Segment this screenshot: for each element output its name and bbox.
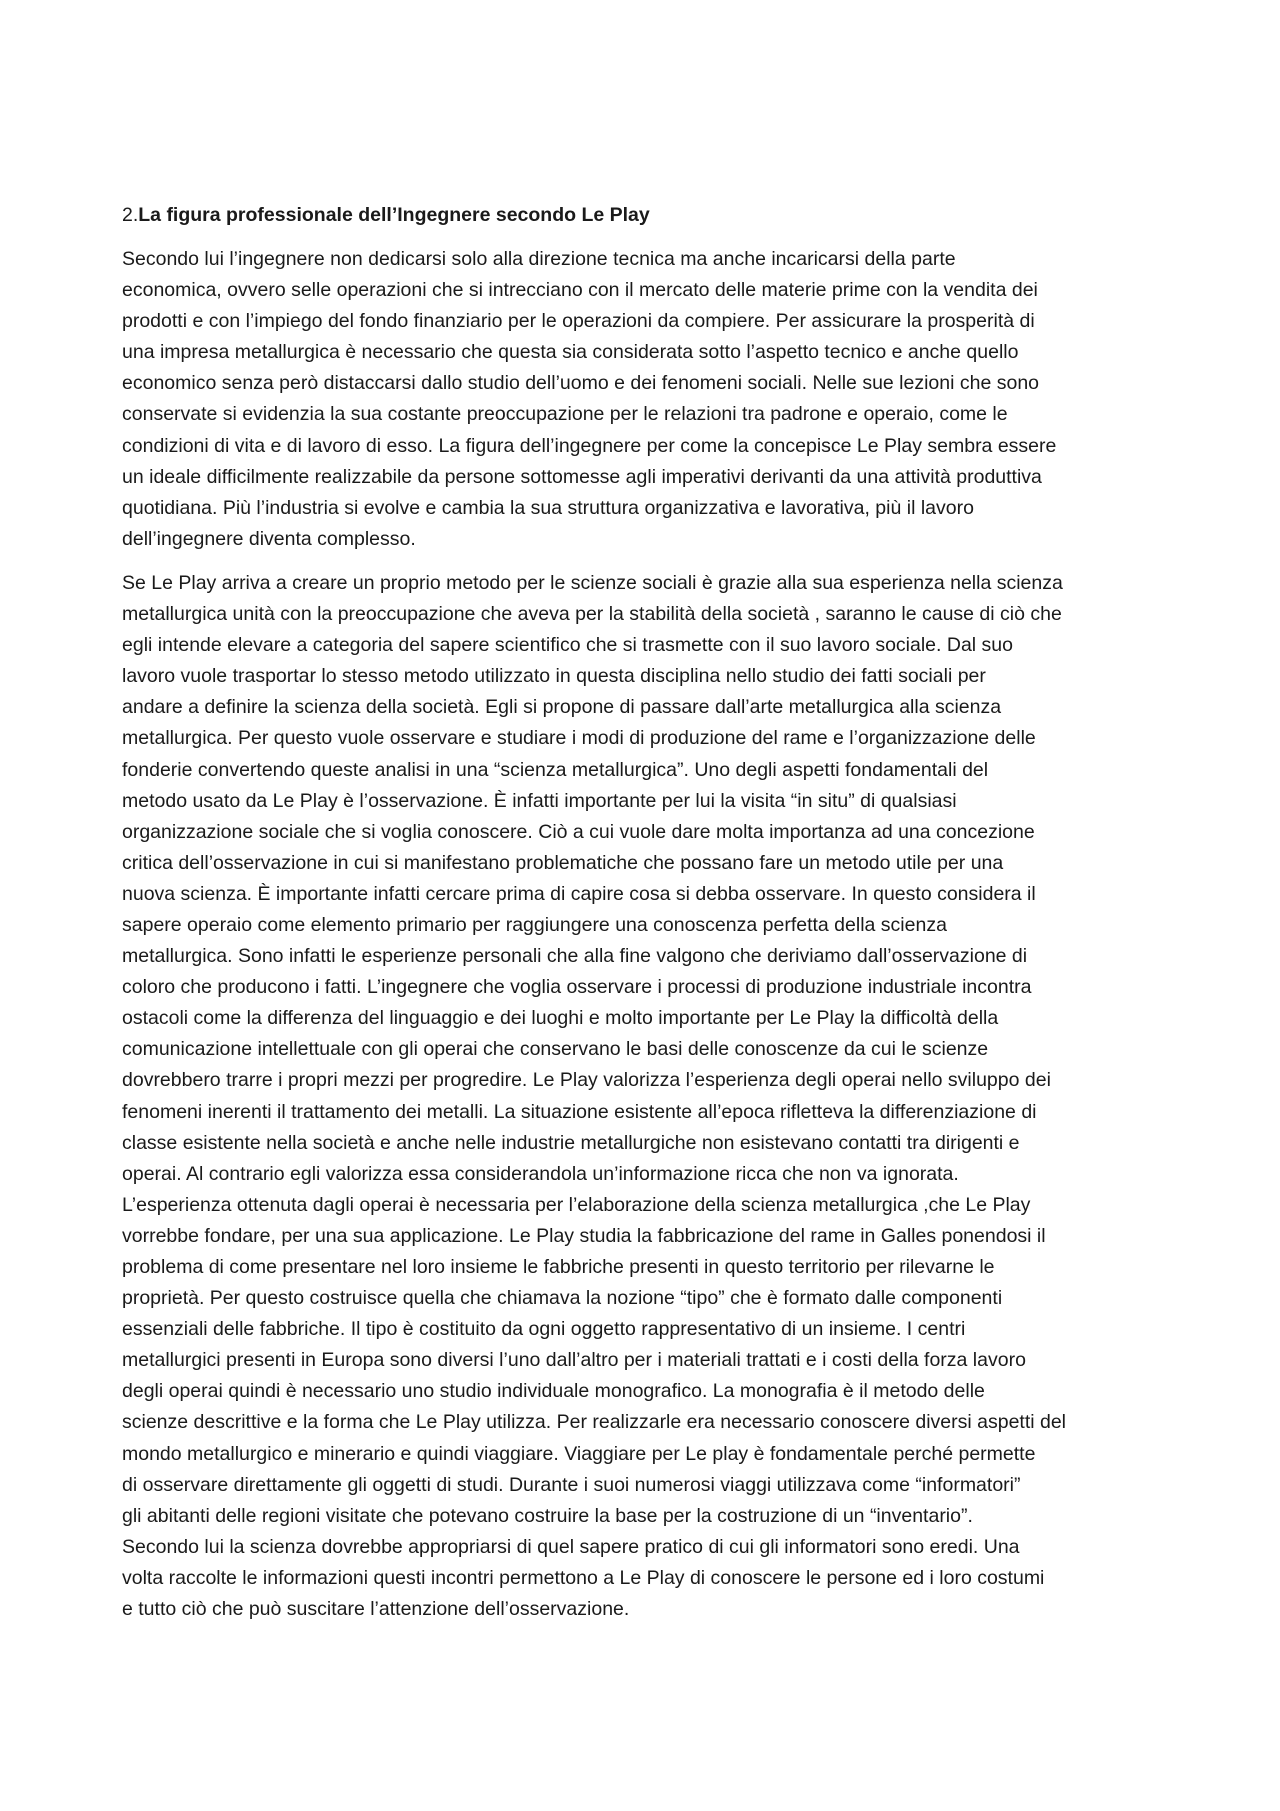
text-line: vorrebbe fondare, per una sua applicazione. Le Play studia la fabbricazione del rame in Galles ponendosi il (122, 1224, 1046, 1247)
text-line: una impresa metallurgica è necessario che questa sia considerata sotto l’aspetto tecnico e anche quello (122, 341, 1019, 364)
section-number: 2. (122, 204, 139, 226)
text-line: Secondo lui la scienza dovrebbe appropriarsi di quel sapere pratico di cui gli informatori sono eredi. Una (122, 1535, 1020, 1558)
text-line: critica dell’osservazione in cui si manifestano problematiche che possano fare un metodo utile per una (122, 851, 1004, 874)
text-line: e tutto ciò che può suscitare l’attenzione dell’osservazione. (122, 1598, 630, 1621)
text-line: fonderie convertendo queste analisi in una “scienza metallurgica”. Uno degli aspetti fondamentali del (122, 758, 989, 781)
text-line: egli intende elevare a categoria del sapere scientifico che si trasmette con il suo lavoro sociale. Dal suo (122, 634, 1013, 657)
text-line: L’esperienza ottenuta dagli operai è necessaria per l’elaborazione della scienza metallurgica ,che Le Play (122, 1193, 1031, 1216)
text-line: ostacoli come la differenza del linguaggio e dei luoghi e molto importante per Le Play la difficoltà della (122, 1007, 999, 1030)
text-line: un ideale difficilmente realizzabile da persone sottomesse agli imperativi derivanti da una attività produttiva (122, 465, 1042, 488)
section-title: La figura professionale dell’Ingegnere secondo Le Play (138, 204, 650, 226)
text-line: andare a definire la scienza della società. Egli si propone di passare dall’arte metallurgica alla scienza (122, 696, 1002, 719)
text-line: organizzazione sociale che si voglia conoscere. Ciò a cui vuole dare molta importanza ad una concezione (122, 820, 1035, 843)
paragraph-engineer-role (122, 244, 1167, 555)
text-line: economica, ovvero selle operazioni che si intrecciano con il mercato delle materie prime con la vendita dei (122, 279, 1038, 302)
document-page (122, 200, 1167, 1638)
text-line: dell’ingegnere diventa complesso. (122, 527, 416, 550)
text-line: conservate si evidenzia la sua costante preoccupazione per le relazioni tra padrone e operaio, come le (122, 403, 1008, 426)
text-line: lavoro vuole trasportar lo stesso metodo utilizzato in questa disciplina nello studio dei fatti sociali per (122, 665, 986, 688)
text-line: classe esistente nella società e anche nelle industrie metallurgiche non esistevano contatti tra dirigenti e (122, 1131, 1020, 1154)
text-line: coloro che producono i fatti. L’ingegnere che voglia osservare i processi di produzione industriale incontra (122, 976, 1032, 999)
text-line: degli operai quindi è necessario uno studio individuale monografico. La monografia è il metodo delle (122, 1380, 985, 1403)
text-line: quotidiana. Più l’industria si evolve e cambia la sua struttura organizzativa e lavorativa, più il lavoro (122, 496, 974, 519)
paragraph-method (122, 568, 1167, 1625)
text-line: scienze descrittive e la forma che Le Play utilizza. Per realizzarle era necessario conoscere diversi aspetti del (122, 1411, 1067, 1434)
section-heading (122, 200, 1167, 231)
text-line: metallurgici presenti in Europa sono diversi l’uno dall’altro per i materiali trattati e i costi della forza lavoro (122, 1349, 1026, 1372)
text-line: condizioni di vita e di lavoro di esso. La figura dell’ingegnere per come la concepisce Le Play sembra essere (122, 434, 1057, 457)
text-line: gli abitanti delle regioni visitate che potevano costruire la base per la costruzione di un “inventario”. (122, 1504, 973, 1527)
text-line: metallurgica. Per questo vuole osservare e studiare i modi di produzione del rame e l’organizzazione delle (122, 727, 1036, 750)
text-line: dovrebbero trarre i propri mezzi per progredire. Le Play valorizza l’esperienza degli operai nello sviluppo dei (122, 1069, 1051, 1092)
text-line: Secondo lui l’ingegnere non dedicarsi solo alla direzione tecnica ma anche incaricarsi della parte (122, 248, 956, 270)
text-line: essenziali delle fabbriche. Il tipo è costituito da ogni oggetto rappresentativo di un insieme. I centri (122, 1318, 966, 1341)
text-line: metodo usato da Le Play è l’osservazione. È infatti importante per lui la visita “in situ” di qualsiasi (122, 789, 957, 812)
text-line: proprietà. Per questo costruisce quella che chiamava la nozione “tipo” che è formato dalle componenti (122, 1287, 1003, 1310)
text-line: prodotti e con l’impiego del fondo finanziario per le operazioni da compiere. Per assicurare la prosperità di (122, 310, 1035, 333)
text-line: problema di come presentare nel loro insieme le fabbriche presenti in questo territorio per rilevarne le (122, 1256, 995, 1278)
text-line: economico senza però distaccarsi dallo studio dell’uomo e dei fenomeni sociali. Nelle sue lezioni che sono (122, 372, 1040, 395)
text-line: nuova scienza. È importante infatti cercare prima di capire cosa si debba osservare. In questo considera il (122, 882, 1036, 905)
text-line: comunicazione intellettuale con gli operai che conservano le basi delle conoscenze da cui le scienze (122, 1038, 989, 1061)
text-line: fenomeni inerenti il trattamento dei metalli. La situazione esistente all’epoca rifletteva la differenziazione di (122, 1100, 1037, 1123)
text-line: mondo metallurgico e minerario e quindi viaggiare. Viaggiare per Le play è fondamentale perché permette (122, 1442, 1036, 1465)
text-line: volta raccolte le informazioni questi incontri permettono a Le Play di conoscere le persone ed i loro costumi (122, 1566, 1045, 1589)
text-line: sapere operaio come elemento primario per raggiungere una conoscenza perfetta della scienza (122, 913, 947, 936)
text-line: metallurgica unità con la preoccupazione che aveva per la stabilità della società , saranno le cause di ciò che (122, 603, 1062, 626)
text-line: metallurgica. Sono infatti le esperienze personali che alla fine valgono che deriviamo dall’osservazione di (122, 945, 1028, 968)
text-line: operai. Al contrario egli valorizza essa considerandola un’informazione ricca che non va ignorata. (122, 1162, 959, 1185)
text-line: di osservare direttamente gli oggetti di studi. Durante i suoi numerosi viaggi utilizzava come “informatori” (122, 1473, 1021, 1496)
text-line: Se Le Play arriva a creare un proprio metodo per le scienze sociali è grazie alla sua esperienza nella scienza (122, 571, 1063, 594)
